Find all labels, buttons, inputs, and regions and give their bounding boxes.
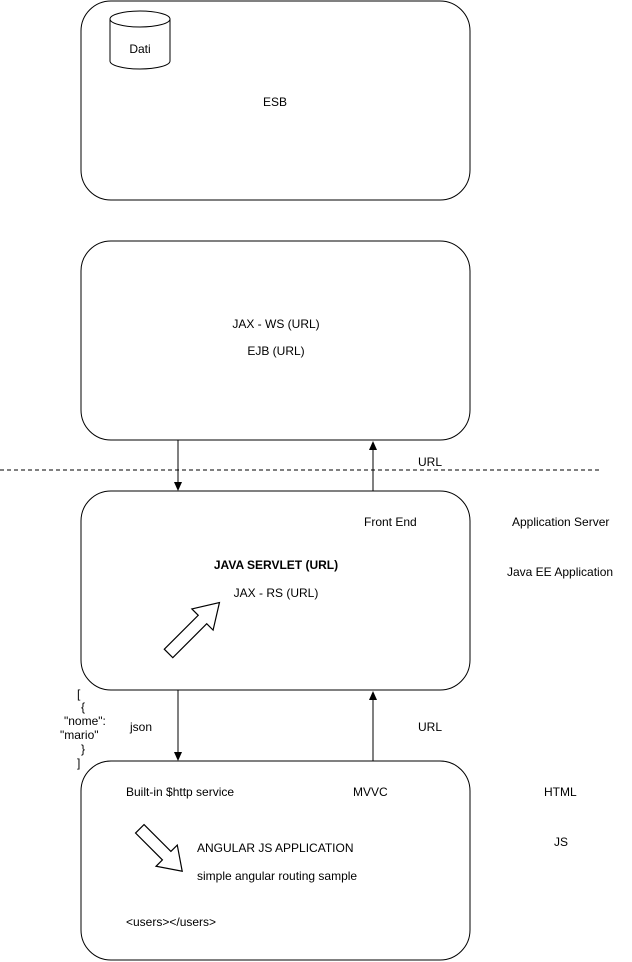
application-server-label: Application Server <box>512 515 610 529</box>
angular-app-title: ANGULAR JS APPLICATION <box>197 841 354 855</box>
json-sample-line3: "nome": <box>64 714 106 728</box>
jax-rs-label: JAX - RS (URL) <box>233 586 319 600</box>
json-sample-line6: ] <box>77 756 81 770</box>
arrow-down-ws-to-servlet <box>174 440 182 491</box>
jax-ws-label: JAX - WS (URL) <box>232 317 320 331</box>
http-service-label: Built-in $http service <box>126 785 235 799</box>
ws-box <box>81 241 470 440</box>
html-label: HTML <box>544 785 577 799</box>
arrow-up-servlet-to-ws <box>369 441 377 491</box>
ejb-label: EJB (URL) <box>247 344 305 358</box>
json-sample-line4: "mario" <box>60 728 99 742</box>
arrow-up-angular-to-servlet <box>369 691 377 761</box>
json-sample-line1: [ <box>77 687 81 701</box>
database-icon <box>110 11 170 69</box>
json-sample-line5: } <box>81 742 86 756</box>
mvvc-label: MVVC <box>353 785 388 799</box>
java-ee-application-label: Java EE Application <box>507 565 614 579</box>
front-end-label: Front End <box>364 515 417 529</box>
routing-sample-label: simple angular routing sample <box>197 869 358 883</box>
url-bottom-label: URL <box>418 720 443 734</box>
users-tag-label: <users></users> <box>126 915 217 929</box>
js-label: JS <box>554 835 569 849</box>
json-sample-line2: { <box>81 700 86 714</box>
database-label: Dati <box>129 42 151 56</box>
java-servlet-title: JAVA SERVLET (URL) <box>213 558 339 572</box>
esb-title: ESB <box>262 95 287 109</box>
url-top-label: URL <box>418 455 443 469</box>
json-label: json <box>130 720 153 734</box>
arrow-down-servlet-to-angular <box>174 690 182 761</box>
